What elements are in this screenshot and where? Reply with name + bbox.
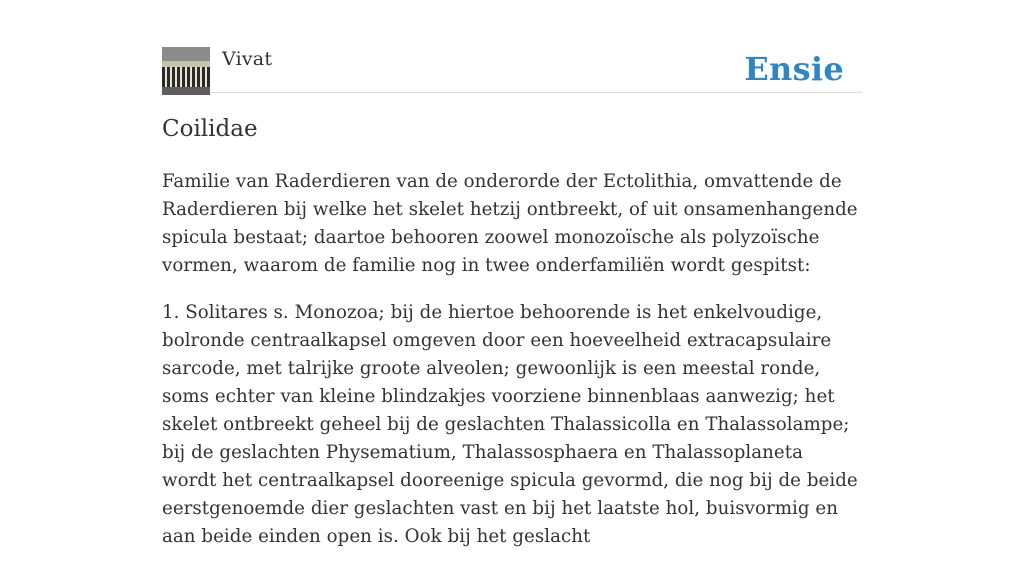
article-body	[162, 168, 862, 570]
author-avatar[interactable]	[162, 47, 210, 95]
page	[162, 0, 862, 547]
header	[162, 46, 862, 93]
book-spines-icon	[162, 47, 210, 95]
brand-logo[interactable]: Ensie	[744, 50, 844, 88]
paragraph: 1. Solitares s. Monozoa; bij de hiertoe behoorende is het enkelvoudige, bolronde centraalkapsel omgeven door een hoeveelheid extracapsulaire sarcode, met talrijke groote alveolen; gewoonlijk is een meestal ronde, soms echter van kleine blindzakjes voorziene binnenblaas aanwezig; het skelet ontbreekt geheel bij de geslachten Thalassicolla en Thalassolampe; bij de geslachten Physematium, Thalassosphaera en Thalassoplaneta wordt het centraalkapsel dooreenige spicula gevormd, die nog bij de beide eerstgenoemde dier geslachten vast en bij het laatste hol, buisvormig en aan beide einden open is. Ook bij het geslacht	[162, 302, 858, 547]
paragraph: Familie van Raderdieren van de onderorde der Ectolithia, omvattende de Raderdieren bij welke het skelet hetzij ontbreekt, of uit onsamenhangende spicula bestaat; daartoe behooren zoowel monozoïsche als polyzoïsche vormen, waarom de familie nog in twee onderfamiliën wordt gespitst:	[162, 171, 858, 276]
author-name[interactable]: Vivat	[222, 48, 273, 70]
page-title: Coilidae	[162, 116, 258, 142]
